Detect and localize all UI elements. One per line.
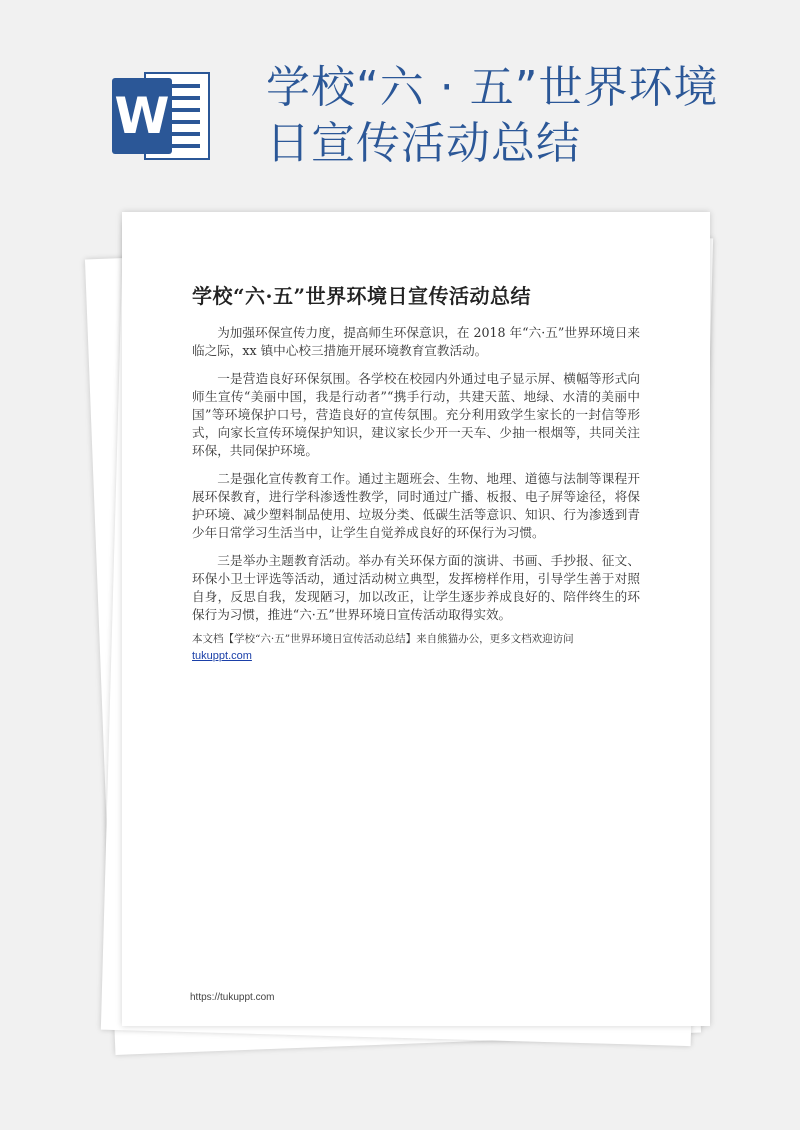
word-logo-letter: W <box>112 78 172 154</box>
paragraph-3: 三是举办主题教育活动。举办有关环保方面的演讲、书画、手抄报、征文、环保小卫士评选等活动，通过活动树立典型，发挥榜样作用，引导学生善于对照自身，反思自我，发现陋习，加以改正，让学生逐步养成良好的、陪伴终生的环保行为习惯，推进“六·五”世界环境日宣传活动取得实效。 <box>192 553 640 622</box>
paragraph-2: 二是强化宣传教育工作。通过主题班会、生物、地理、道德与法制等课程开展环保教育，进行学科渗透性教学，同时通过广播、板报、电子屏等途径，将保护环境、减少塑料制品使用、垃圾分类、低碳生活等意识、知识、行为渗透到青少年日常学习生活当中，让学生自觉养成良好的环保行为习惯。 <box>192 471 640 540</box>
document-title: 学校“六·五”世界环境日宣传活动总结 <box>192 284 531 308</box>
word-doc-icon <box>112 70 210 162</box>
header-title: 学校“六 · 五”世界环境日宣传活动总结 <box>266 62 719 169</box>
footer-url: https://tukuppt.com <box>190 992 275 1003</box>
document-body <box>192 324 640 665</box>
document-page <box>122 212 710 1026</box>
paragraph-1: 一是营造良好环保氛围。各学校在校园内外通过电子显示屏、横幅等形式向师生宣传“美丽中国，我是行动者”“携手行动，共建天蓝、地绿、水清的美丽中国”等环境保护口号，营造良好的宣传氛围。充分利用致学生家长的一封信等形式，向家长宣传环境保护知识，建议家长少开一天车、少抽一根烟等，共同关注环保，共同保护环境。 <box>192 371 640 458</box>
paragraph-intro: 为加强环保宣传力度，提高师生环保意识，在 2018 年“六·五”世界环境日来临之际，xx 镇中心校三措施开展环境教育宣教活动。 <box>192 325 640 358</box>
source-note: 本文档【学校“六·五”世界环境日宣传活动总结】来自熊猫办公，更多文档欢迎访问 <box>192 633 574 645</box>
source-link[interactable]: tukuppt.com <box>192 650 252 662</box>
